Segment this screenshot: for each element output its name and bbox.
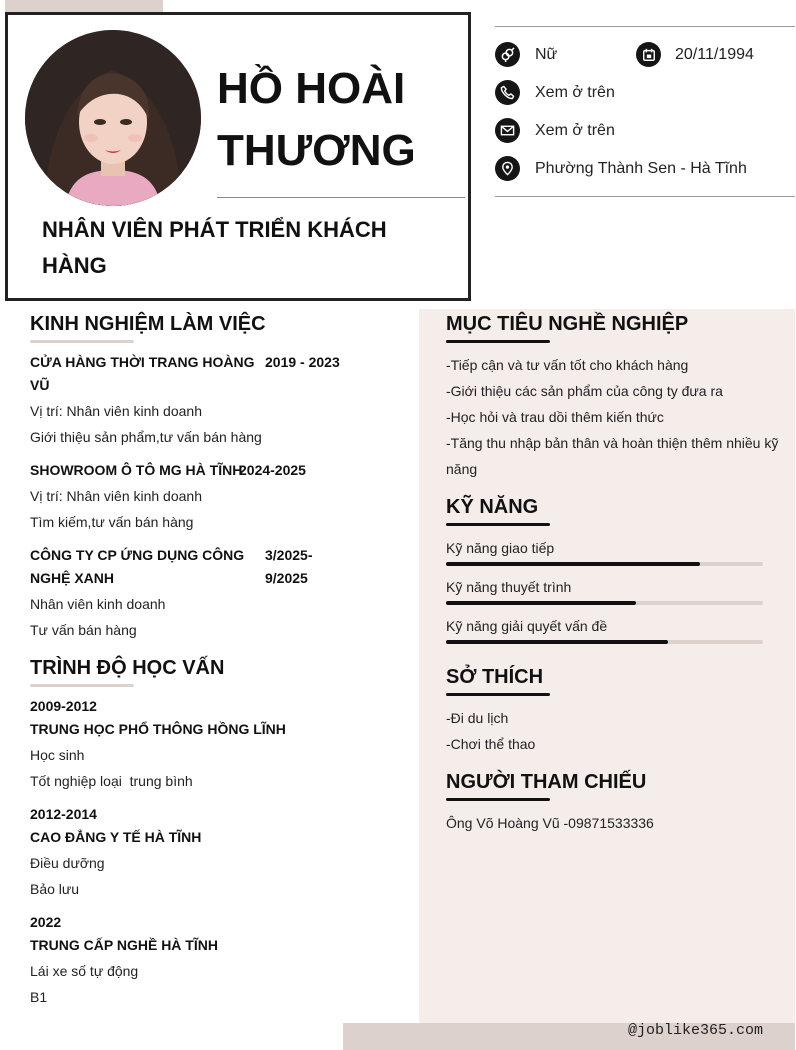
education-title: TRÌNH ĐỘ HỌC VẤN <box>30 657 225 679</box>
edu-3-school: TRUNG CẤP NGHỀ HÀ TĨNH <box>30 937 218 953</box>
exp-3-line1: Nhân viên kinh doanh <box>30 596 166 612</box>
objective-line-5: năng <box>446 461 478 477</box>
education-underline <box>30 684 134 687</box>
hobby-2: -Chơi thể thao <box>446 736 536 752</box>
header-divider <box>217 197 465 198</box>
references-underline <box>446 798 550 801</box>
skill-1-bar <box>446 562 763 566</box>
edu-3-line2: B1 <box>30 989 48 1005</box>
objective-title: MỤC TIÊU NGHỀ NGHIỆP <box>446 313 689 335</box>
skill-3-label: Kỹ năng giải quyết vấn đề <box>446 618 608 634</box>
phone-text: Xem ở trên <box>535 84 615 101</box>
edu-2-school: CAO ĐẲNG Y TẾ HÀ TĨNH <box>30 829 202 845</box>
exp-3-company-line1: CÔNG TY CP ỨNG DỤNG CÔNG <box>30 547 245 563</box>
exp-1-company-line1: CỬA HÀNG THỜI TRANG HOÀNG <box>30 354 255 370</box>
hobbies-underline <box>446 693 550 696</box>
edu-3-period: 2022 <box>30 914 62 930</box>
avatar-photo <box>25 30 201 206</box>
skill-2-fill <box>446 601 636 605</box>
avatar <box>25 30 201 206</box>
hobby-1: -Đi du lịch <box>446 710 509 726</box>
edu-2-line1: Điều dưỡng <box>30 855 105 871</box>
objective-underline <box>446 340 550 343</box>
skill-1-label: Kỹ năng giao tiếp <box>446 540 555 556</box>
skill-3-fill <box>446 640 668 644</box>
objective-line-1: -Tiếp cận và tư vấn tốt cho khách hàng <box>446 357 689 373</box>
email-icon <box>495 118 520 143</box>
location-icon <box>495 156 520 181</box>
edu-1-school: TRUNG HỌC PHỔ THÔNG HỒNG LĨNH <box>30 721 286 737</box>
objective-line-3: -Học hỏi và trau dồi thêm kiến thức <box>446 409 664 425</box>
exp-2-period: 2024-2025 <box>239 462 306 478</box>
exp-1-period: 2019 - 2023 <box>265 354 340 370</box>
objective-line-2: -Giới thiệu các sản phẩm của công ty đưa ra <box>446 383 723 399</box>
exp-2-line2: Tìm kiếm,tư vấn bán hàng <box>30 514 194 530</box>
exp-3-company-line2: NGHỆ XANH <box>30 570 115 586</box>
gender-icon <box>495 42 520 67</box>
exp-3-period-line2: 9/2025 <box>265 570 308 586</box>
phone-icon <box>495 80 520 105</box>
objective-line-4: -Tăng thu nhập bản thân và hoàn thiện thêm nhiều kỹ <box>446 435 779 451</box>
exp-2-company: SHOWROOM Ô TÔ MG HÀ TĨNH <box>30 462 243 478</box>
edu-3-line1: Lái xe số tự động <box>30 963 139 979</box>
experience-underline <box>30 340 134 343</box>
address-text: Phường Thành Sen - Hà Tĩnh <box>535 160 747 177</box>
reference-line: Ông Võ Hoàng Vũ -09871533336 <box>446 815 654 831</box>
edu-1-line2: Tốt nghiệp loại trung bình <box>30 773 193 789</box>
skill-3-bar <box>446 640 763 644</box>
info-top-divider <box>495 26 795 27</box>
exp-3-line2: Tư vấn bán hàng <box>30 622 137 638</box>
calendar-icon <box>636 42 661 67</box>
edu-2-line2: Bảo lưu <box>30 881 80 897</box>
edu-2-period: 2012-2014 <box>30 806 97 822</box>
skill-2-label: Kỹ năng thuyết trình <box>446 579 572 595</box>
hobbies-title: SỞ THÍCH <box>446 666 544 688</box>
exp-3-period-line1: 3/2025- <box>265 547 313 563</box>
exp-1-company-line2: VŨ <box>30 377 50 393</box>
skills-underline <box>446 523 550 526</box>
exp-1-line1: Vị trí: Nhân viên kinh doanh <box>30 403 202 419</box>
edu-1-period: 2009-2012 <box>30 698 97 714</box>
name-line-1: HỒ HOÀI <box>217 64 406 113</box>
info-bottom-divider <box>495 196 795 197</box>
skill-1-fill <box>446 562 700 566</box>
skills-title: KỸ NĂNG <box>446 496 539 518</box>
exp-1-line2: Giới thiệu sản phẩm,tư vấn bán hàng <box>30 429 262 445</box>
watermark: @joblike365.com <box>628 1022 764 1039</box>
gender-text: Nữ <box>535 46 558 63</box>
birthday-text: 20/11/1994 <box>675 46 754 63</box>
edu-1-line1: Học sinh <box>30 747 85 763</box>
email-text: Xem ở trên <box>535 122 615 139</box>
job-title: NHÂN VIÊN PHÁT TRIỂN KHÁCH HÀNG <box>42 217 387 278</box>
experience-title: KINH NGHIỆM LÀM VIỆC <box>30 313 266 335</box>
references-title: NGƯỜI THAM CHIẾU <box>446 771 647 793</box>
skill-2-bar <box>446 601 763 605</box>
full-name <box>217 58 462 182</box>
name-line-2: THƯƠNG <box>217 126 416 175</box>
exp-2-line1: Vị trí: Nhân viên kinh doanh <box>30 488 202 504</box>
